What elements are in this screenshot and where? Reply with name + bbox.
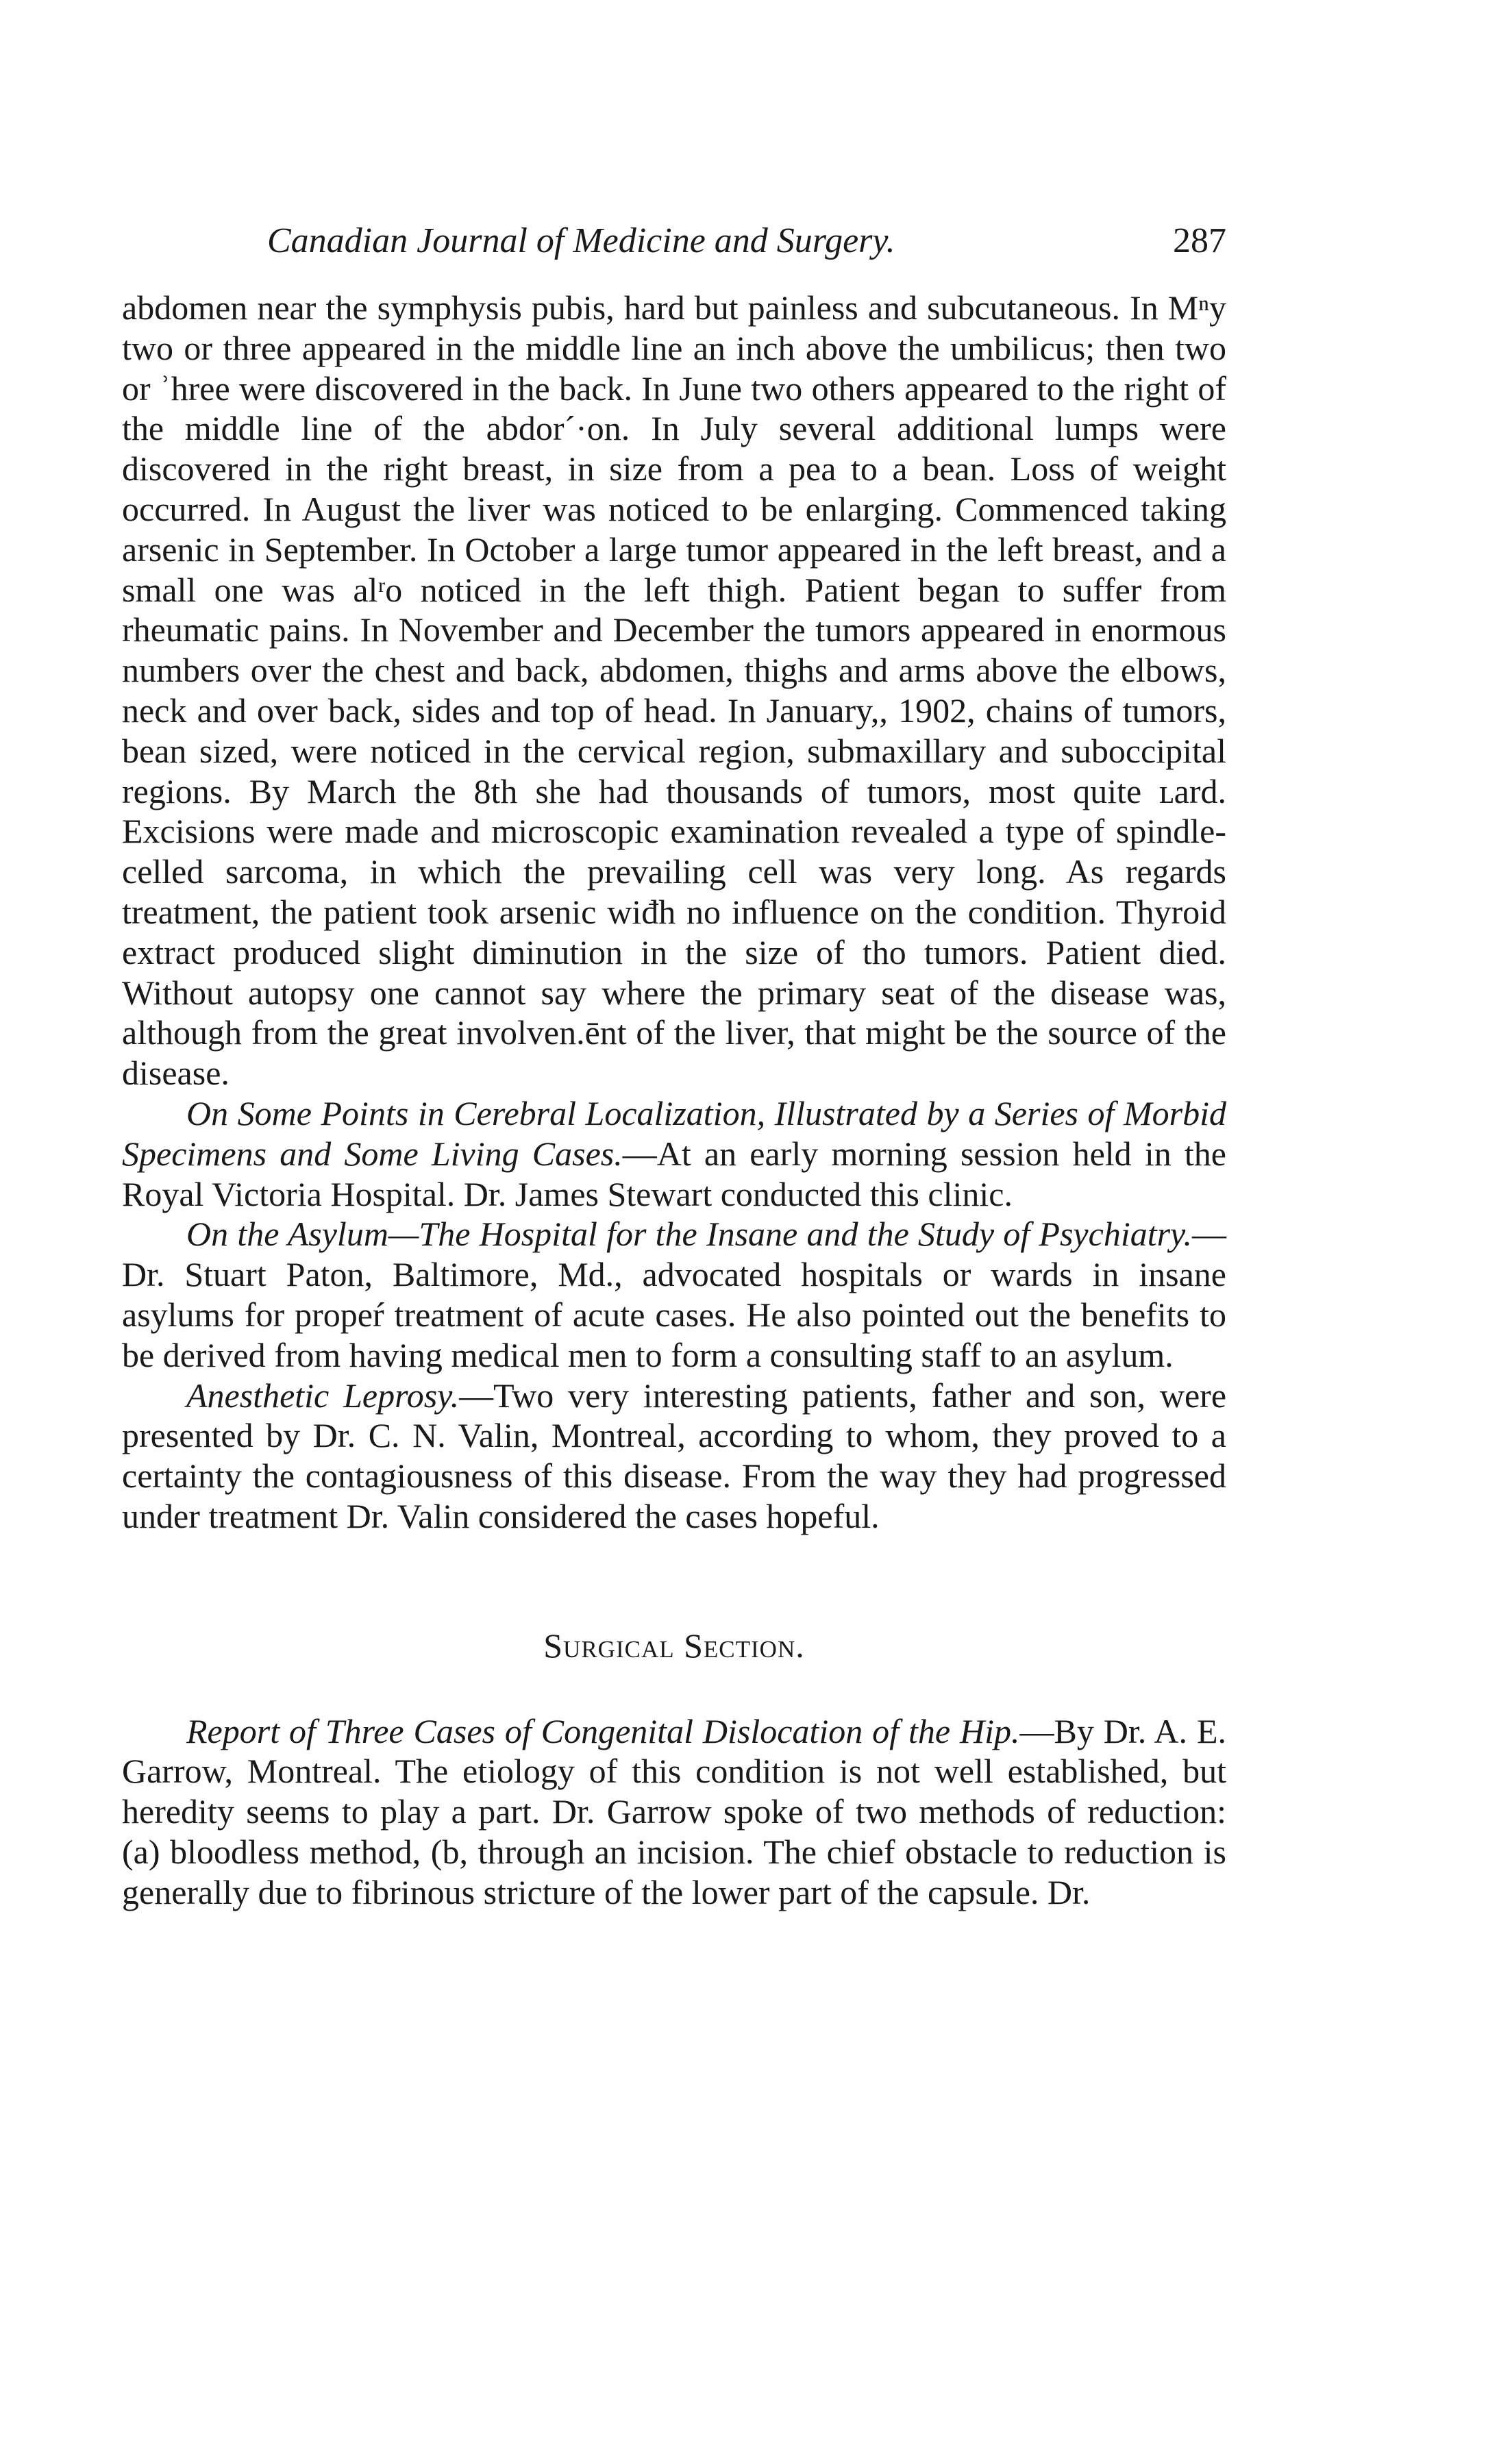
paragraph-text: —Two very interesting patients, father and son, were presented by Dr. C. N. Valin, Montreal, according to whom, they proved to a certainty the contagiousness of this disease. From the way they had progressed under treatment Dr. Valin considered the cases hopeful. — [122, 1376, 1227, 1535]
paragraph-title: Anesthetic Leprosy. — [186, 1376, 460, 1415]
paragraph-title: On Some Points in Cerebral Localization, Illustrated by a Series of Morbid Specimens and Some Living Cases. — [122, 1093, 1226, 1173]
article-body — [122, 288, 1226, 1912]
paragraph-text: —By Dr. A. E. Garrow, Montreal. The etiology of this condition is not well established, but heredity seems to play a part. Dr. Garrow spoke of two methods of reduction: (a) bloodless method, (b, through an incision. The chief obstacle to reduction is generally due to fibrinous stricture of the lower part of the capsule. Dr. — [122, 1711, 1227, 1911]
paragraph-text: —At an early morning session held in the Royal Victoria Hospital. Dr. James Stewart conducted this clinic. — [122, 1134, 1226, 1213]
asylum-paragraph — [122, 1214, 1226, 1375]
paragraph-text: —Dr. Stuart Paton, Baltimore, Md., advocated hospitals or wards in insane asylums for propeŕ treatment of acute cases. He also pointed out the benefits to be derived from having medical men to form a consulting staff to an asylum. — [122, 1215, 1226, 1374]
paragraph-title: On the Asylum—The Hospital for the Insane and the Study of Psychiatry. — [186, 1215, 1192, 1254]
hip-dislocation-paragraph — [122, 1711, 1226, 1913]
cerebral-localization-paragraph — [122, 1093, 1226, 1214]
leprosy-paragraph — [122, 1376, 1226, 1537]
page-number: 287 — [1173, 221, 1226, 260]
paragraph-title: Report of Three Cases of Congenital Dislocation of the Hip. — [186, 1711, 1020, 1750]
journal-title: Canadian Journal of Medicine and Surgery. — [267, 221, 895, 260]
section-heading: Surgical Section. — [543, 1626, 805, 1665]
case-report-paragraph: abdomen near the symphysis pubis, hard but painless and subcutaneous. In Mⁿy two or three appeared in the middle line an inch above the umbilicus; then two or ʾhree were discovered in the back. In June two others appeared to the right of the middle line of the abdor´·on. In July several additional lumps were discovered in the right breast, in size from a pea to a bean. Loss of weight occurred. In August the liver was noticed to be enlarging. Commenced taking arsenic in September. In October a large tumor appeared in the left breast, and a small one was alʳo noticed in the left thigh. Patient began to suffer from rheumatic pains. In November and December the tumors appeared in enormous numbers over the chest and back, abdomen, thighs and arms above the elbows, neck and over back, sides and top of head. In January,, 1902, chains of tumors, bean sized, were noticed in the cervical region, submaxillary and suboccipital regions. By March the 8th she had thousands of tumors, most quite ʟard. Excisions were made and microscopic examination revealed a type of spindle-celled sarcoma, in which the prevailing cell was very long. As regards treatment, the patient took arsenic wiđh no influence on the condition. Thyroid extract produced slight diminution in the size of tho tumors. Patient died. Without autopsy one cannot say where the primary seat of the disease was, although from the great involven.ēnt of the liver, that might be the source of the disease. — [122, 288, 1226, 1093]
running-head — [122, 214, 1226, 269]
